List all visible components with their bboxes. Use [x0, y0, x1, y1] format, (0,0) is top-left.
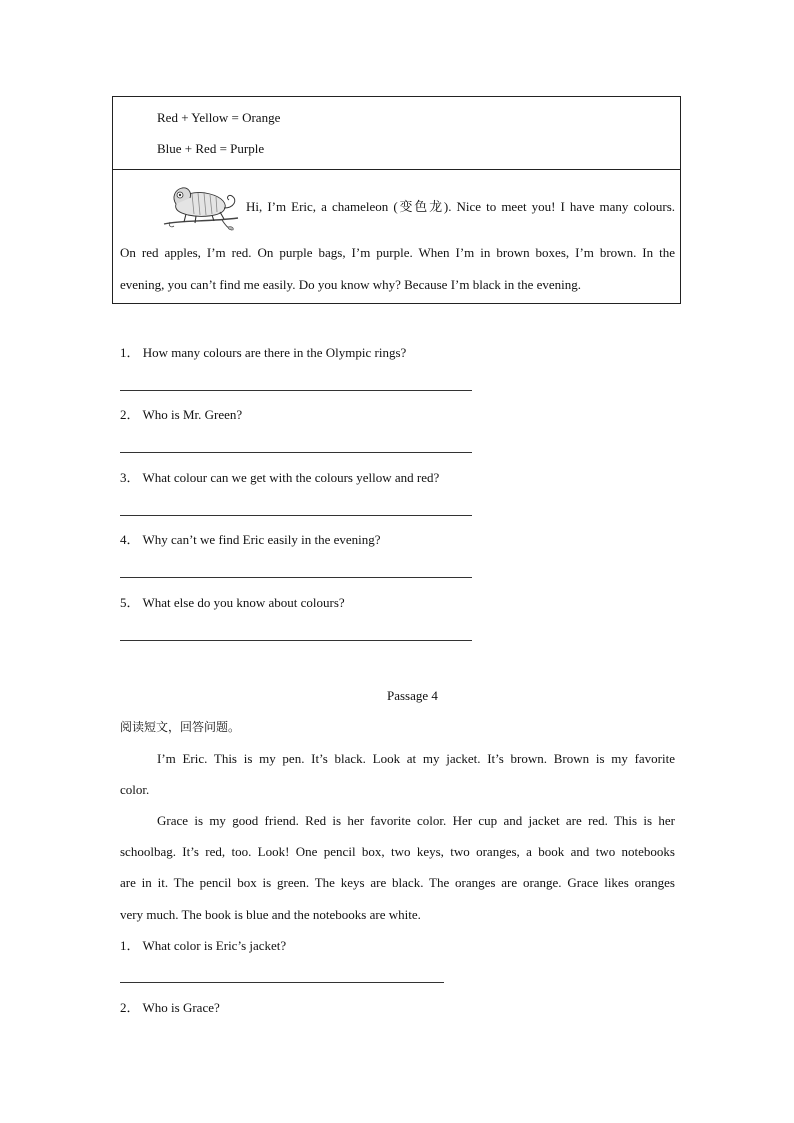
answer-line-2[interactable]: [120, 452, 472, 453]
passage4-question-1: 1． What color is Eric’s jacket?: [120, 938, 287, 953]
question-2: 2． Who is Mr. Green?: [120, 407, 243, 422]
paragraph-1-line-2: color.: [120, 782, 150, 797]
passage4-question-2: 2． Who is Grace?: [120, 1000, 220, 1015]
box-divider: [113, 169, 680, 170]
passage4-answer-line-1[interactable]: [120, 982, 444, 983]
question-3: 3． What colour can we get with the colours yellow and red?: [120, 470, 440, 485]
question-1: 1． How many colours are there in the Olympic rings?: [120, 345, 407, 360]
passage-title: Passage 4: [387, 688, 438, 703]
paragraph-1-line-1: I’m Eric. This is my pen. It’s black. Look at my jacket. It’s brown. Brown is my favorite: [157, 751, 675, 766]
formula-orange: Red + Yellow = Orange: [157, 110, 281, 125]
answer-line-3[interactable]: [120, 515, 472, 516]
paragraph-2-line-4: very much. The book is blue and the notebooks are white.: [120, 907, 421, 922]
answer-line-1[interactable]: [120, 390, 472, 391]
question-4: 4． Why can’t we find Eric easily in the evening?: [120, 532, 381, 547]
eric-intro-text: Hi, I’m Eric, a chameleon (变色龙). Nice to meet you! I have many colours.: [246, 199, 675, 214]
answer-line-4[interactable]: [120, 577, 472, 578]
formula-purple: Blue + Red = Purple: [157, 141, 265, 156]
paragraph-2-line-2: schoolbag. It’s red, too. Look! One pencil box, two keys, two oranges, a book and two notebooks: [120, 844, 675, 859]
question-5: 5． What else do you know about colours?: [120, 595, 345, 610]
passage-instruction: 阅读短文，回答问题。: [120, 720, 241, 734]
paragraph-2-line-1: Grace is my good friend. Red is her favorite color. Her cup and jacket are red. This is her: [157, 813, 675, 828]
eric-text-line-3: evening, you can’t find me easily. Do you know why? Because I’m black in the evening.: [120, 277, 582, 292]
chameleon-on-branch-icon: [162, 180, 240, 232]
answer-line-5[interactable]: [120, 640, 472, 641]
eric-text-line-2: On red apples, I’m red. On purple bags, I’m purple. When I’m in brown boxes, I’m brown. In the: [120, 245, 675, 260]
paragraph-2-line-3: are in it. The pencil box is green. The keys are black. The oranges are orange. Grace likes oranges: [120, 875, 675, 890]
